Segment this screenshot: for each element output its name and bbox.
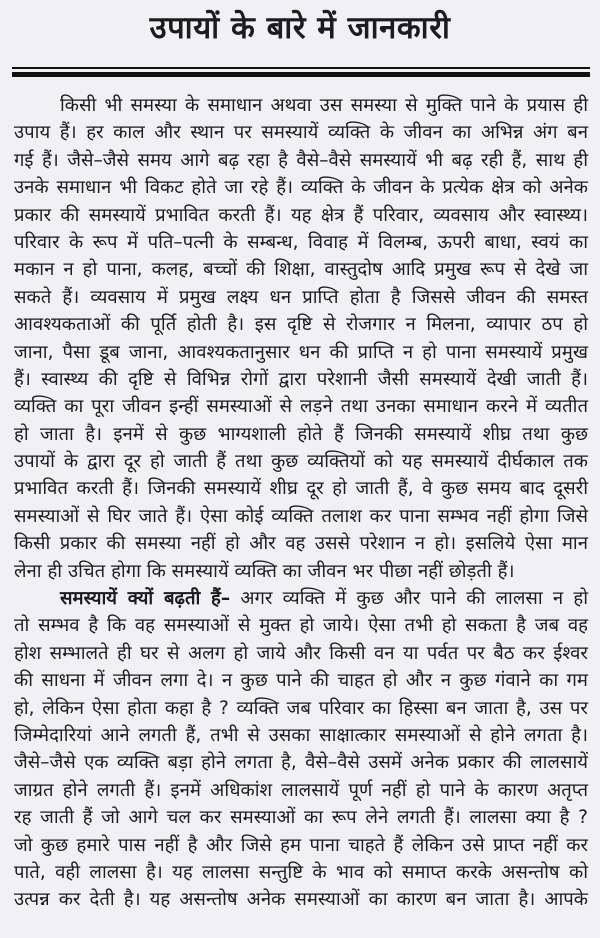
text-line: गई हैं। जैसे–जैसे समय आगे बढ़ रहा है वैसे–वैसे समस्यायें भी बढ़ रही हैं, साथ ही	[14, 149, 588, 171]
text-line: तो सम्भव है कि वह समस्याओं से मुक्त हो जाये। ऐसा तभी हो सकता है जब वह	[14, 615, 588, 637]
text-line: जिम्मेदारियां आने लगती हैं, तभी से उसका साक्षात्कार समस्याओं से होने लगता है।	[14, 724, 588, 746]
text-line: हो जाता है। इनमें से कुछ भाग्यशाली होते हैं जिनकी समस्यायें शीघ्र तथा कुछ	[14, 423, 588, 445]
text-line: आवश्यकताओं की पूर्ति होती है। इस दृष्टि से रोजगार न मिलना, व्यापार ठप हो	[14, 314, 588, 336]
page-body	[14, 92, 588, 914]
text-line: प्रभावित करती हैं। जिनकी समस्यायें शीघ्र दूर हो जाती हैं, वे कुछ समय बाद दूसरी	[14, 478, 588, 500]
text-line: की साधना में जीवन लगा दे। न कुछ पाने की चाहत हो और न कुछ गंवाने का गम	[14, 670, 588, 692]
title-divider-thin	[12, 67, 590, 69]
text-line: व्यक्ति का पूरा जीवन इन्हीं समस्याओं से लड़ने तथा उनका समाधान करने में व्यतीत	[14, 396, 588, 418]
paragraph-2-first-line	[14, 585, 588, 612]
text-line: पाते, वही लालसा है। यह लालसा सन्तुष्टि के भाव को समाप्त करके असन्तोष को	[14, 861, 588, 883]
text-line: उत्पन्न कर देती है। यह असन्तोष अनेक समस्याओं का कारण बन जाता है। आपके	[14, 889, 588, 911]
page-title: उपायों के बारे में जानकारी	[149, 10, 451, 46]
text-line: किसी प्रकार की समस्या नहीं हो और वह उससे परेशान न हो। इसलिये ऐसा मान	[14, 533, 588, 555]
section-heading: समस्यायें क्यों बढ़ती हैं–	[60, 588, 231, 610]
text-line: रह जाती हैं जो आगे चल कर समस्याओं का रूप लेने लगती हैं। लालसा क्या है ?	[14, 807, 588, 829]
text-line: होश सम्भालते ही घर से अलग हो जाये और किसी वन या पर्वत पर बैठ कर ईश्वर	[14, 642, 588, 664]
text-line: उपायों के द्वारा दूर हो जाती हैं तथा कुछ व्यक्तियों को यह समस्यायें दीर्घकाल तक	[14, 451, 588, 473]
text-line: उनके समाधान भी विकट होते जा रहे हैं। व्यक्ति के जीवन के प्रत्येक क्षेत्र को अनेक	[14, 177, 588, 199]
text-line: परिवार के रूप में पति–पत्नी के सम्बन्ध, विवाह में विलम्ब, ऊपरी बाधा, स्वयं का	[14, 231, 588, 253]
text-line: हैं। स्वास्थ्य की दृष्टि से विभिन्न रोगों द्वारा परेशानी जैसी समस्यायें देखी जाती हैं।	[14, 368, 588, 390]
text-line: लेना ही उचित होगा कि समस्यायें व्यक्ति का जीवन भर पीछा नहीं छोड़ती हैं।	[14, 560, 515, 582]
paragraph-2-first-line-text: अगर व्यक्ति में कुछ और पाने की लालसा न हो	[240, 588, 588, 610]
text-line: जो कुछ हमारे पास नहीं है और जिसे हम पाना चाहते हैं लेकिन उसे प्राप्त नहीं कर	[14, 834, 588, 856]
text-line: उपाय हैं। हर काल और स्थान पर समस्यायें व्यक्ति के जीवन का अभिन्न अंग बन	[14, 122, 588, 144]
text-line: जाना, पैसा डूब जाना, आवश्यकतानुसार धन की प्राप्ति न हो पाना समस्यायें प्रमुख	[14, 341, 588, 363]
text-line: सकते हैं। व्यवसाय में प्रमुख लक्ष्य धन प्राप्ति होता है जिससे जीवन की समस्त	[14, 286, 588, 308]
text-line: किसी भी समस्या के समाधान अथवा उस समस्या से मुक्ति पाने के प्रयास ही	[60, 95, 588, 116]
text-line: समस्याओं से घिर जाते हैं। ऐसा कोई व्यक्ति तलाश कर पाना सम्भव नहीं होगा जिसे	[14, 505, 588, 527]
text-line: जैसे–जैसे एक व्यक्ति बड़ा होने लगता है, वैसे–वैसे उसमें अनेक प्रकार की लालसायें	[14, 752, 588, 774]
text-line: हो, लेकिन ऐसा होता कहा है ? व्यक्ति जब परिवार का हिस्सा बन जाता है, उस पर	[14, 697, 588, 719]
text-line: प्रकार की समस्यायें प्रभावित करती हैं। यह क्षेत्र हैं परिवार, व्यवसाय और स्वास्थ्य।	[14, 204, 588, 226]
text-line: जाग्रत होने लगती हैं। इनमें अधिकांश लालसायें पूर्ण नहीं हो पाने के कारण अतृप्त	[14, 779, 588, 801]
paragraph-1	[14, 92, 588, 585]
text-line: मकान न हो पाना, कलह, बच्चों की शिक्षा, वास्तुदोष आदि प्रमुख रूप से देखे जा	[14, 259, 588, 281]
paragraph-2	[14, 585, 588, 914]
title-divider-thick	[12, 72, 590, 77]
